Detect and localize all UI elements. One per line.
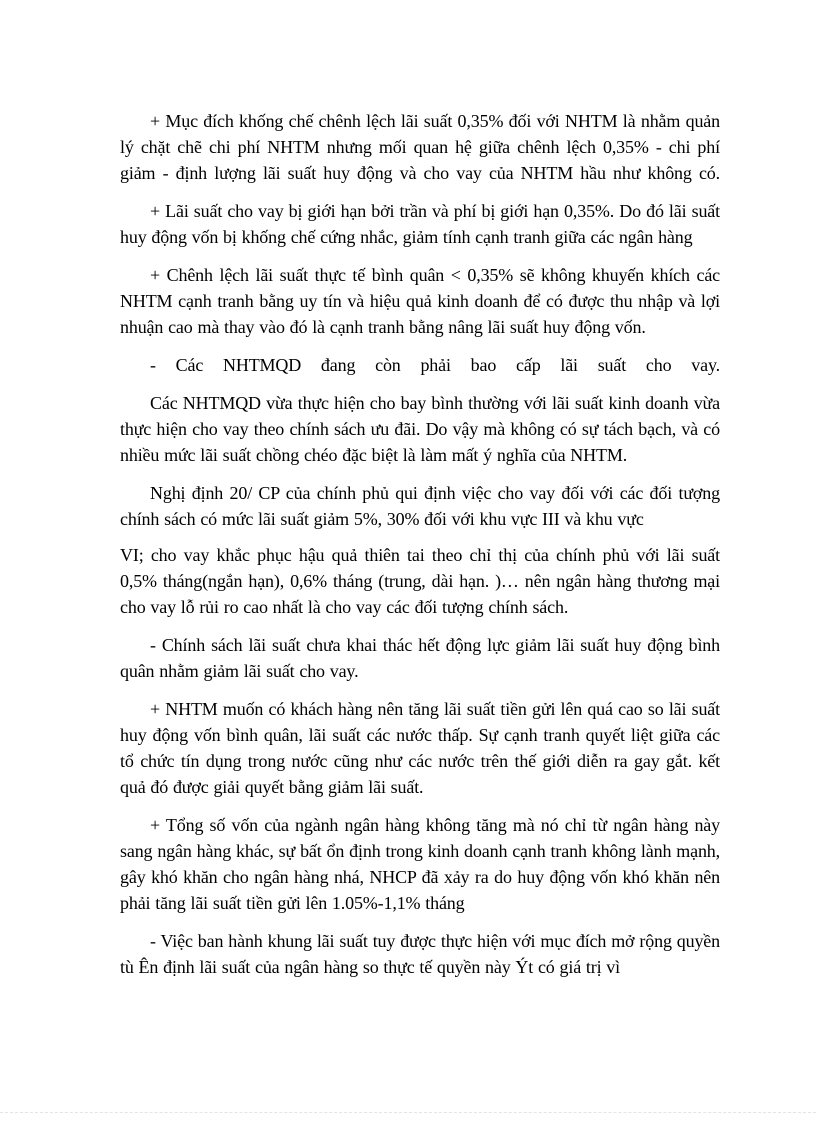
document-body	[120, 108, 720, 992]
paragraph-2: + Lãi suất cho vay bị giới hạn bởi trần và phí bị giới hạn 0,35%. Do đó lãi suất huy động vốn bị khống chế cứng nhắc, giảm tính cạnh tranh giữa các ngân hàng	[120, 201, 720, 247]
paragraph-11: - Việc ban hành khung lãi suất tuy được thực hiện với mục đích mở rộng quyền tù Ên định lãi suất của ngân hàng so thực tế quyền này Ýt có giá trị vì	[120, 931, 720, 977]
paragraph-5: Các NHTMQD vừa thực hiện cho bay bình thường với lãi suất kinh doanh vừa thực hiện cho vay theo chính sách ưu đãi. Do vậy mà không có sự tách bạch, và có nhiều mức lãi suất chồng chéo đặc biệt là làm mất ý nghĩa của NHTM.	[120, 393, 720, 465]
paragraph-6: Nghị định 20/ CP của chính phủ qui định việc cho vay đối với các đối tượng chính sách có mức lãi suất giảm 5%, 30% đối với khu vực III và khu vực	[120, 483, 720, 529]
paragraph-8: - Chính sách lãi suất chưa khai thác hết động lực giảm lãi suất huy động bình quân nhằm giảm lãi suất cho vay.	[120, 635, 720, 681]
paragraph-1: + Mục đích khống chế chênh lệch lãi suất 0,35% đối với NHTM là nhằm quản lý chặt chẽ chi phí NHTM nhưng mối quan hệ giữa chênh lệch 0,35% - chi phí giảm - định lượng lãi suất huy động và cho vay của NHTM hầu như không có.	[120, 111, 720, 183]
paragraph-10: + Tổng số vốn của ngành ngân hàng không tăng mà nó chỉ từ ngân hàng này sang ngân hàng khác, sự bất ổn định trong kinh doanh cạnh tranh không lành mạnh, gây khó khăn cho ngân hàng nhá, NHCP đã xảy ra do huy động vốn khó khăn nên phải tăng lãi suất tiền gửi lên 1.05%-1,1% tháng	[120, 815, 720, 913]
paragraph-9: + NHTM muốn có khách hàng nên tăng lãi suất tiền gửi lên quá cao so lãi suất huy động vốn bình quân, lãi suất các nước thấp. Sự cạnh tranh quyết liệt giữa các tổ chức tín dụng trong nước cũng như các nước trên thế giới diễn ra gay gắt. kết quả đó được giải quyết bằng giảm lãi suất.	[120, 699, 720, 797]
paragraph-4: - Các NHTMQD đang còn phải bao cấp lãi suất cho vay.	[150, 355, 720, 375]
page-bottom-divider	[0, 1112, 816, 1113]
paragraph-3: + Chênh lệch lãi suất thực tế bình quân < 0,35% sẽ không khuyến khích các NHTM cạnh tranh bằng uy tín và hiệu quả kinh doanh để có được thu nhập và lợi nhuận cao mà thay vào đó là cạnh tranh bằng nâng lãi suất huy động vốn.	[120, 265, 720, 337]
paragraph-7: VI; cho vay khắc phục hậu quả thiên tai theo chỉ thị của chính phủ với lãi suất 0,5% tháng(ngắn hạn), 0,6% tháng (trung, dài hạn. )… nên ngân hàng thương mại cho vay lỗ rủi ro cao nhất là cho vay các đối tượng chính sách.	[120, 545, 720, 617]
